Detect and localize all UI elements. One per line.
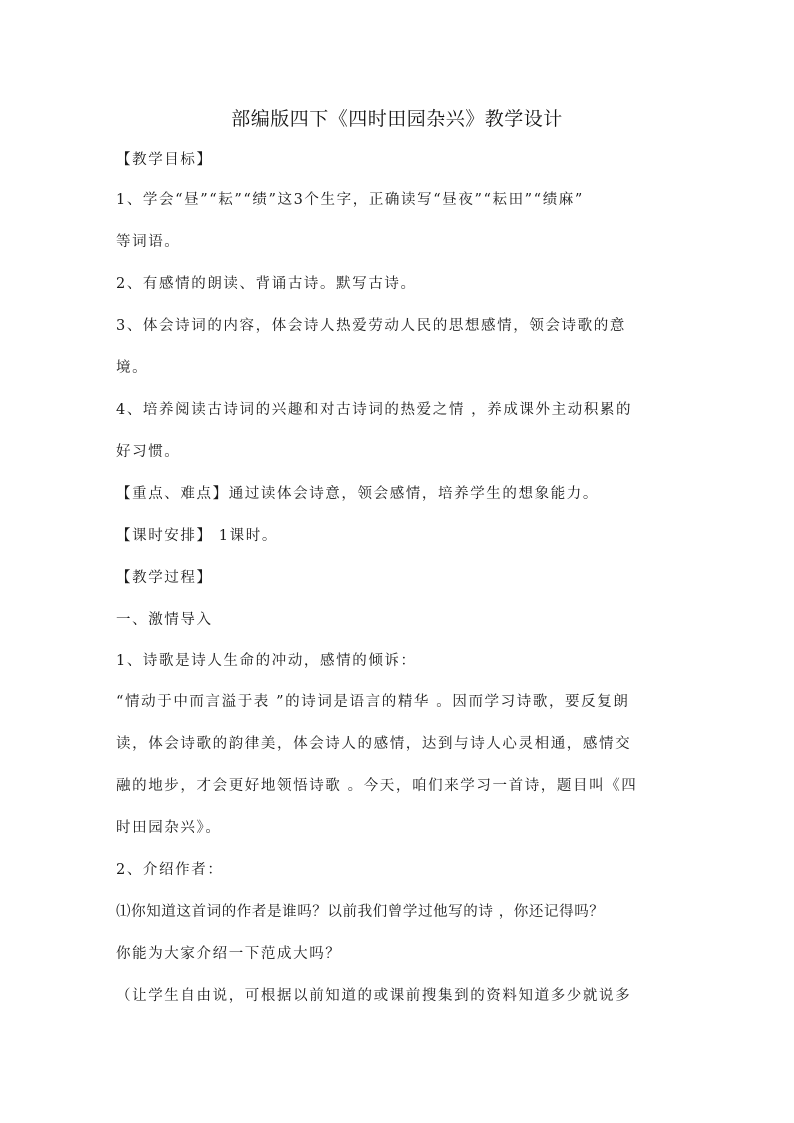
paragraph-line: 融的地步，才会更好地领悟诗歌 。今天，咱们来学习一首诗，题目叫《四 — [116, 778, 638, 794]
paragraph-line: 3、体会诗词的内容，体会诗人热爱劳动人民的思想感情，领会诗歌的意 — [116, 318, 626, 334]
paragraph-line: 好习惯。 — [116, 444, 181, 460]
paragraph-line: 境。 — [116, 360, 149, 376]
section-heading-objectives: 【教学目标】 — [116, 152, 213, 168]
subsection-heading: 一、激情导入 — [116, 612, 213, 628]
paragraph-line: （让学生自由说，可根据以前知道的或课前搜集到的资料知道多少就说多 — [116, 988, 632, 1004]
paragraph-line: ⑴你知道这首词的作者是谁吗？以前我们曾学过他写的诗 ，你还记得吗？ — [116, 904, 605, 920]
section-heading-schedule: 【课时安排】 1课时。 — [116, 528, 278, 544]
section-heading-process: 【教学过程】 — [116, 570, 213, 586]
subsection-heading: 2、介绍作者： — [116, 862, 224, 878]
paragraph-line: 等词语。 — [116, 234, 181, 250]
paragraph-line: 读，体会诗歌的韵律美，体会诗人的感情，达到与诗人心灵相通，感情交 — [116, 736, 632, 752]
paragraph-line: 时田园杂兴》。 — [116, 820, 222, 836]
paragraph-line: 你能为大家介绍一下范成大吗？ — [116, 946, 342, 962]
paragraph-line: 1、学会“昼”“耘”“绩”这3个生字，正确读写“昼夜”“耘田”“绩麻” — [116, 192, 584, 208]
document-title: 部编版四下《四时田园杂兴》教学设计 — [231, 108, 563, 130]
section-heading-key-points: 【重点、难点】通过读体会诗意，领会感情，培养学生的想象能力。 — [116, 486, 599, 502]
paragraph-line: 1、诗歌是诗人生命的冲动，感情的倾诉： — [116, 653, 417, 669]
paragraph-line: “情动于中而言溢于表 ”的诗词是语言的精华 。因而学习诗歌，要反复朗 — [116, 694, 630, 710]
paragraph-line: 4、培养阅读古诗词的兴趣和对古诗词的热爱之情 ，养成课外主动积累的 — [116, 402, 633, 418]
paragraph-line: 2、有感情的朗读、背诵古诗。默写古诗。 — [116, 276, 417, 292]
